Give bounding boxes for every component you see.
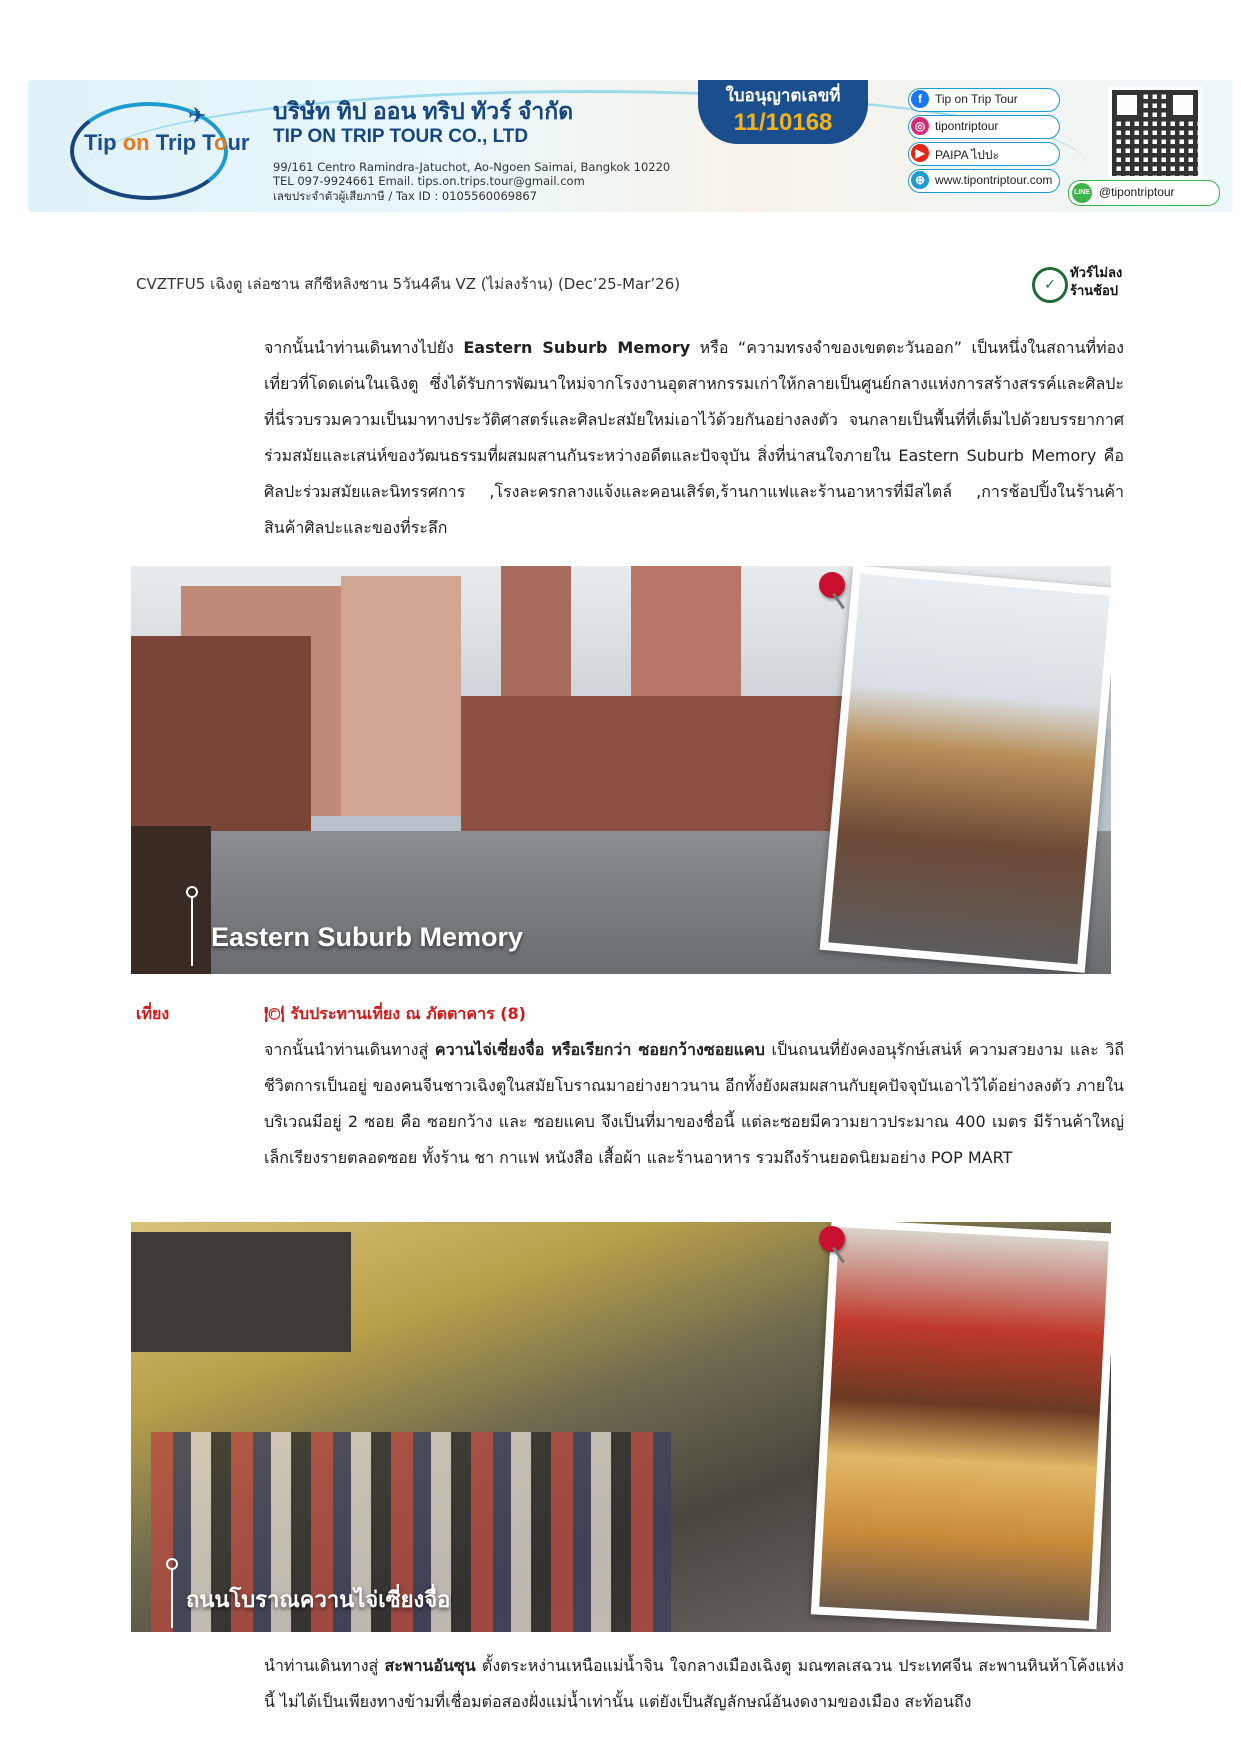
social-facebook-label: Tip on Trip Tour <box>935 92 1018 106</box>
company-name-english: TIP ON TRIP TOUR CO., LTD <box>273 126 529 147</box>
social-website[interactable] <box>908 169 1060 193</box>
eastern-suburb-paragraph: จากนั้นนำท่านเดินทางไปยัง Eastern Suburb Memory หรือ “ความทรงจำของเขตตะวันออก” เป็นหนึ่งในสถานที่ท่องเที่ยวที่โดดเด่นในเฉิงตู ซึ่งได้รับการพัฒนาใหม่จากโรงงานอุตสาหกรรมเก่าให้กลายเป็นศูนย์กลางแห่งการสร้างสรรค์และศิลปะ ที่นี่รวบรวมความเป็นมาทางประวัติศาสตร์และศิลปะสมัยใหม่เอาไว้ด้วยกันอย่างลงตัว จนกลายเป็นพื้นที่ที่เต็มไปด้วยบรรยากาศร่วมสมัยและเสน่ห์ของวัฒนธรรมที่ผสมผสานกันระหว่างอดีตและปัจจุบัน สิ่งที่น่าสนใจภายใน Eastern Suburb Memory คือ ศิลปะร่วมสมัยและนิทรรศการ ,โรงละครกลางแจ้งและคอนเสิร์ต,ร้านกาแฟและร้านอาหารที่มีสไตล์ ,การช้อปปิ้งในร้านค้าสินค้าศิลปะและของที่ระลึก <box>264 338 1124 537</box>
push-pin-icon <box>819 1226 845 1252</box>
license-number: 11/10168 <box>733 109 833 136</box>
push-pin-icon <box>819 572 845 598</box>
license-badge <box>698 80 868 144</box>
company-tax-id: เลขประจำตัวผู้เสียภาษี / Tax ID : 0105560069867 <box>273 189 538 203</box>
eastern-suburb-photo <box>131 566 1111 974</box>
social-line[interactable] <box>1068 180 1220 206</box>
kuanzhai-alley-photo <box>131 1222 1111 1632</box>
line-icon: LINE <box>1072 183 1092 203</box>
kuanzhai-alley-paragraph: จากนั้นนำท่านเดินทางสู่ ควานไจ่เซี่ยงจื่อ หรือเรียกว่า ซอยกว้างซอยแคบ เป็นถนนที่ยังคงอนุรักษ์เสน่ห์ ความสวยงาม และ วิถี ชีวิตการเป็นอยู่ ของคนจีนชาวเฉิงตูในสมัยโบราณมาอย่างยาวนาน อีกทั้งยังผสมผสานกับยุคปัจจุบันเอาไว้ได้อย่างลงตัว ภายในบริเวณมีอยู่ 2 ซอย คือ ซอยกว้าง และ ซอยแคบ จึงเป็นที่มาของชื่อนี้ แต่ละซอยมีความยาวประมาณ 400 เมตร มีร้านค้าใหญ่เล็กเรียงรายตลอดซอย ทั้งร้าน ชา กาแฟ หนังสือ เสื้อผ้า และร้านอาหาร รวมถึงร้านยอดนิยมอย่าง POP MART <box>264 1040 1125 1167</box>
social-instagram-label: tipontriptour <box>935 119 999 133</box>
kuanzhai-alley-caption: ถนนโบราณควานไจ่เซี่ยงจื่อ <box>186 1587 451 1612</box>
youtube-icon: ▶ <box>911 144 929 162</box>
social-facebook[interactable] <box>908 88 1060 112</box>
kuanzhai-alley-name: ควานไจ่เซี่ยงจื่อ หรือเรียกว่า ซอยกว้างซอยแคบ <box>434 1040 765 1059</box>
anshun-bridge-name: สะพานอันซุน <box>384 1656 476 1675</box>
meal-time-label: เที่ยง <box>136 1004 170 1023</box>
instagram-icon: ◎ <box>911 117 929 135</box>
food-stall-inset-photo <box>811 1222 1111 1629</box>
company-logo <box>70 102 265 192</box>
social-line-label: @tipontriptour <box>1099 185 1175 199</box>
social-website-label: www.tipontriptour.com <box>935 173 1053 187</box>
airplane-icon: ✈ <box>188 104 207 129</box>
logo-text: Tip on Trip Tour <box>84 130 250 155</box>
social-youtube-label: PAIPA ไปปะ <box>935 148 999 162</box>
monorail-inset-photo <box>820 566 1111 973</box>
social-youtube[interactable] <box>908 142 1060 166</box>
anshun-bridge-paragraph: นำท่านเดินทางสู่ สะพานอันซุน ตั้งตระหง่านเหนือแม่น้ำจิน ใจกลางเมืองเฉิงตู มณฑลเสฉวน ประเทศจีน สะพานหินห้าโค้งแห่งนี้ ไม่ได้เป็นเพียงทางข้ามที่เชื่อมต่อสองฝั่งแม่น้ำเท่านั้น แต่ยังเป็นสัญลักษณ์อันงดงามของเมือง สะท้อนถึง <box>264 1656 1124 1711</box>
company-banner <box>28 80 1233 212</box>
company-address: 99/161 Centro Ramindra-Jatuchot, Ao-Ngoen Saimai, Bangkok 10220 <box>273 160 671 174</box>
eastern-suburb-name: Eastern Suburb Memory <box>463 338 691 357</box>
website-icon: ⊕ <box>911 171 929 189</box>
no-shopping-badge <box>1032 265 1122 305</box>
license-title: ใบอนุญาตเลขที่ <box>725 86 841 105</box>
no-shop-label: ทัวร์ไม่ลงร้านช้อป <box>1070 266 1123 299</box>
eastern-suburb-caption: Eastern Suburb Memory <box>211 922 524 952</box>
location-marker-icon <box>191 896 193 966</box>
qr-code[interactable] <box>1108 86 1202 180</box>
dining-plate-icon: 🍽 <box>264 1004 285 1023</box>
company-name-thai: บริษัท ทิป ออน ทริป ทัวร์ จำกัด <box>273 98 574 124</box>
no-shop-icon: ✓ <box>1032 267 1068 303</box>
company-contact: TEL 097-9924661 Email. tips.on.trips.tour@gmail.com <box>273 174 585 188</box>
tour-code-title: CVZTFU5 เฉิงตู เล่อซาน สกีซีหลิงซาน 5วัน4คืน VZ (ไม่ลงร้าน) (Dec’25-Mar’26) <box>136 275 681 293</box>
lunch-title: 🍽 รับประทานเที่ยง ณ ภัตตาคาร (8) <box>264 1004 526 1023</box>
location-marker-icon <box>171 1568 173 1628</box>
facebook-icon: f <box>911 90 929 108</box>
social-instagram[interactable] <box>908 115 1060 139</box>
